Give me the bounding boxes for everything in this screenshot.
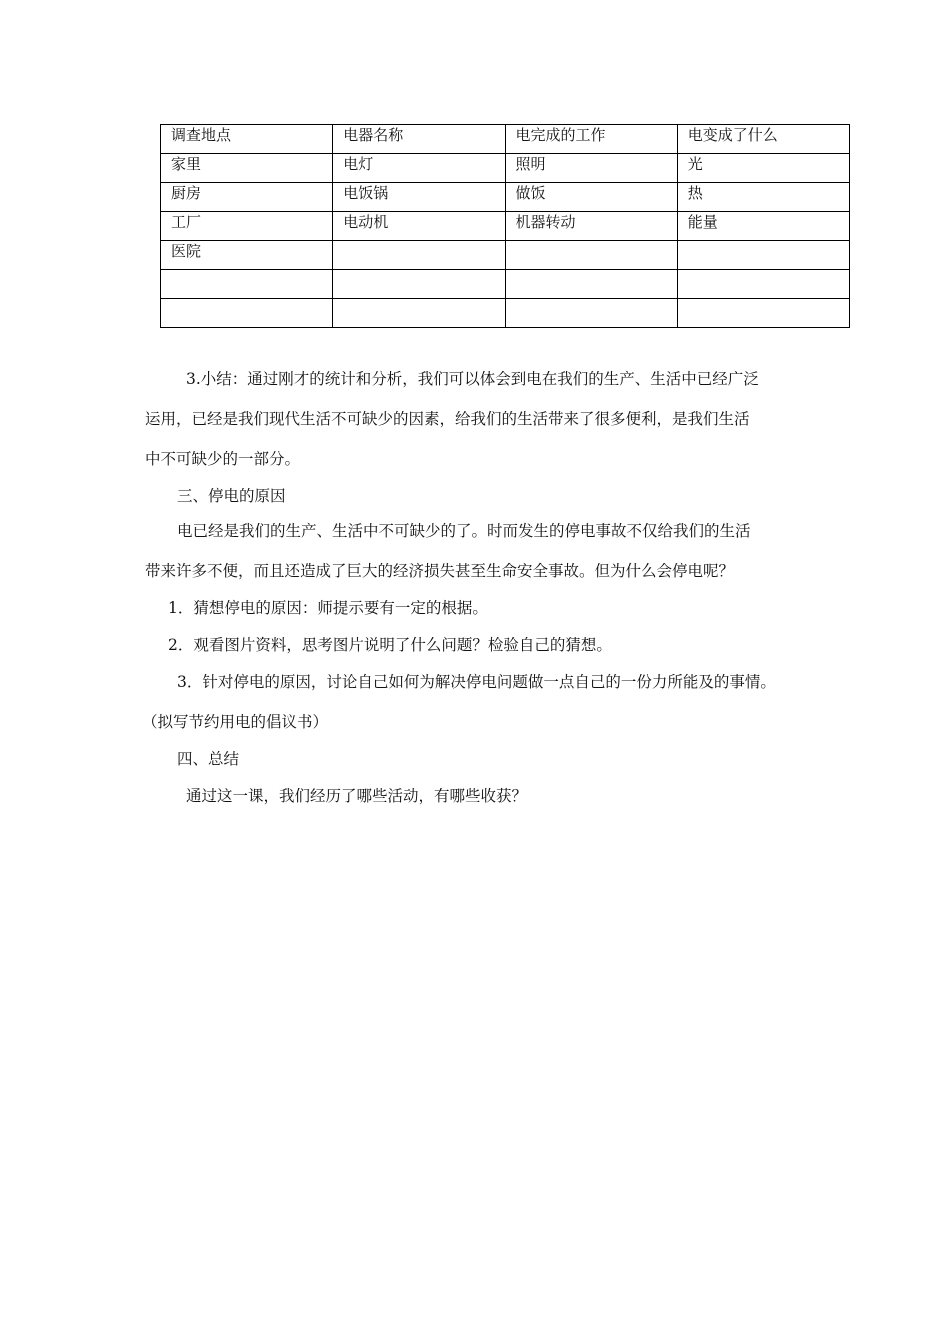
table-cell	[505, 241, 677, 270]
table-cell: 热	[677, 183, 849, 212]
table-cell: 能量	[677, 212, 849, 241]
table-row	[161, 299, 850, 328]
table-cell: 电灯	[333, 154, 505, 183]
section-heading-power-outage: 三、停电的原因	[177, 487, 286, 505]
table-header-cell: 电器名称	[333, 125, 505, 154]
survey-table	[160, 124, 850, 328]
step-item-2: 2．观看图片资料，思考图片说明了什么问题？检验自己的猜想。	[168, 636, 612, 654]
survey-table-body	[161, 125, 850, 328]
step-item-3: 3．针对停电的原因，讨论自己如何为解决停电问题做一点自己的一份力所能及的事情。	[177, 673, 776, 691]
table-row	[161, 212, 850, 241]
table-header-cell: 调查地点	[161, 125, 333, 154]
table-cell	[505, 270, 677, 299]
table-row	[161, 183, 850, 212]
summary-paragraph-line-3: 中不可缺少的一部分。	[145, 450, 301, 468]
table-cell: 电饭锅	[333, 183, 505, 212]
table-cell	[677, 241, 849, 270]
step-item-3-note: （拟写节约用电的倡议书）	[142, 713, 329, 731]
table-cell: 电动机	[333, 212, 505, 241]
table-cell: 工厂	[161, 212, 333, 241]
table-cell: 做饭	[505, 183, 677, 212]
step-item-1: 1．猜想停电的原因：师提示要有一定的根据。	[168, 599, 488, 617]
table-row	[161, 154, 850, 183]
table-cell	[161, 270, 333, 299]
table-cell	[505, 299, 677, 328]
table-header-cell: 电变成了什么	[677, 125, 849, 154]
table-cell: 厨房	[161, 183, 333, 212]
table-row	[161, 241, 850, 270]
table-cell: 机器转动	[505, 212, 677, 241]
table-cell: 光	[677, 154, 849, 183]
table-cell	[333, 270, 505, 299]
table-header-cell: 电完成的工作	[505, 125, 677, 154]
table-cell: 家里	[161, 154, 333, 183]
outage-paragraph-line-1: 电已经是我们的生产、生活中不可缺少的了。时而发生的停电事故不仅给我们的生活	[177, 522, 751, 540]
section-heading-summary: 四、总结	[177, 750, 240, 768]
table-cell	[161, 299, 333, 328]
summary-paragraph-line-2: 运用，已经是我们现代生活不可缺少的因素，给我们的生活带来了很多便利，是我们生活	[145, 410, 750, 428]
table-cell	[333, 299, 505, 328]
table-cell: 医院	[161, 241, 333, 270]
summary-question: 通过这一课，我们经历了哪些活动，有哪些收获？	[186, 787, 528, 805]
table-cell	[333, 241, 505, 270]
table-row	[161, 270, 850, 299]
summary-paragraph-line-1: 3.小结：通过刚才的统计和分析，我们可以体会到电在我们的生产、生活中已经广泛	[186, 370, 759, 388]
table-header-row	[161, 125, 850, 154]
outage-paragraph-line-2: 带来许多不便，而且还造成了巨大的经济损失甚至生命安全事故。但为什么会停电呢？	[145, 562, 735, 580]
table-cell: 照明	[505, 154, 677, 183]
table-cell	[677, 299, 849, 328]
table-cell	[677, 270, 849, 299]
